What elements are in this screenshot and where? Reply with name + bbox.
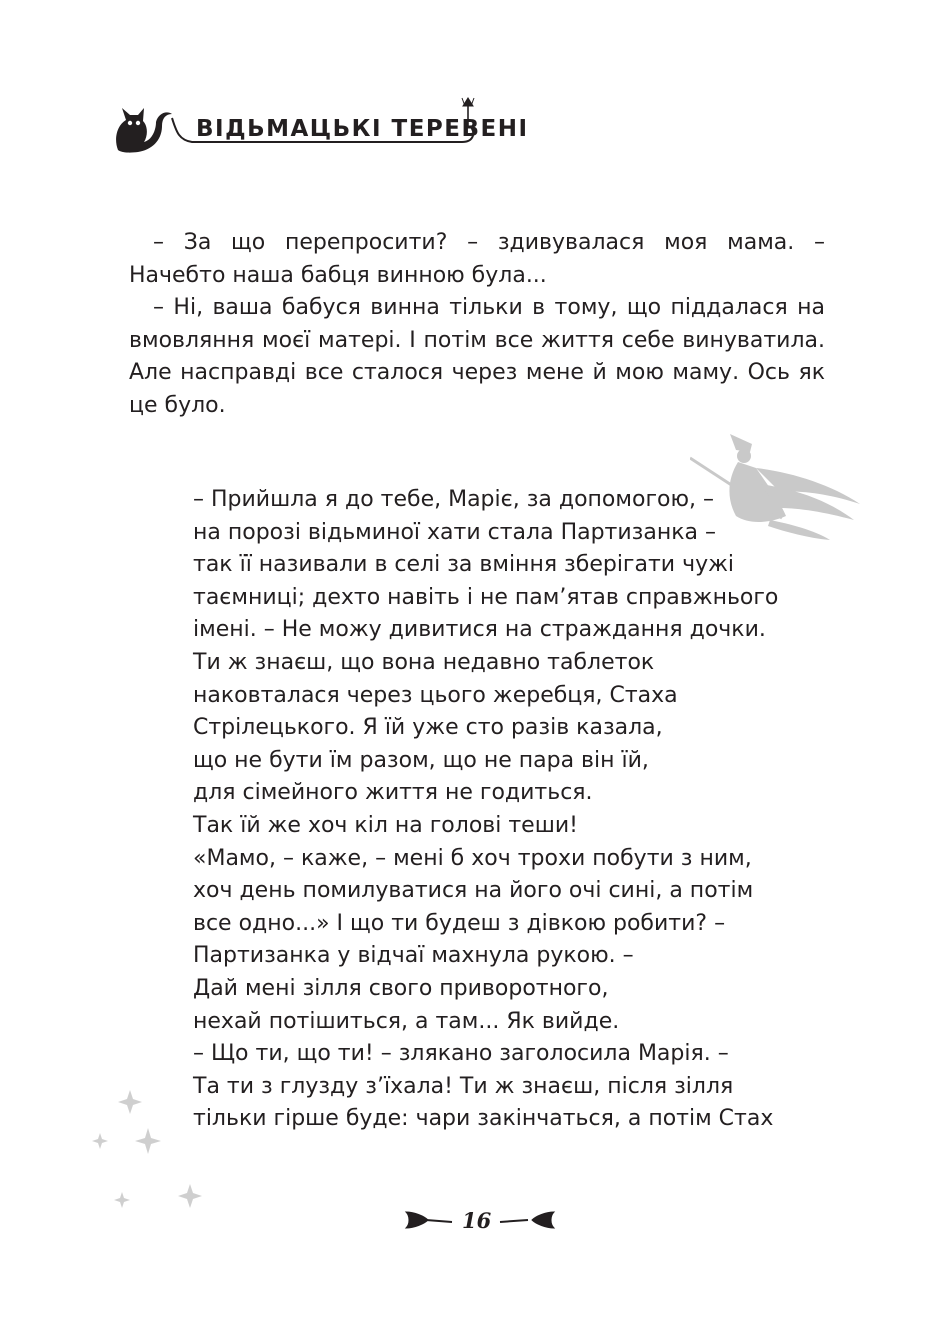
page-number: 16: [462, 1208, 492, 1233]
story-line: Дай мені зілля свого приворотного,: [193, 975, 609, 1001]
story-line: «Мамо, – каже, – мені б хоч трохи побути з ним,: [193, 845, 752, 871]
story-line: що не бути їм разом, що не пара він їй,: [193, 747, 649, 773]
story-line: Так їй же хоч кіл на голові теши!: [193, 812, 578, 838]
running-header: [112, 96, 529, 160]
story-line: наковталася через цього жеребця, Стаха: [193, 682, 678, 708]
paragraph: – За що перепросити? – здивувалася моя мама. – Начебто наша бабця винною була...: [129, 230, 825, 288]
broom-right-icon: [500, 1212, 554, 1228]
story-text: [193, 484, 793, 1136]
story-line: Партизанка у відчаї махнула рукою. –: [193, 943, 634, 969]
story-line: на порозі відьминої хати стала Партизанка –: [193, 519, 716, 545]
story-line: Та ти з глузду з’їхала! Ти ж знаєш, після зілля: [193, 1073, 734, 1099]
running-title: ВІДЬМАЦЬКІ ТЕРЕВЕНІ: [196, 116, 529, 142]
story-line: для сімейного життя не годиться.: [193, 780, 593, 806]
paragraph: – Ні, ваша бабуся винна тільки в тому, що піддалася на вмовляння моєї матері. І потім все життя себе винуватила. Але насправді все сталося через мене й мою маму. Ось як це було.: [129, 295, 825, 418]
story-line: все одно...» І що ти будеш з дівкою робити? –: [193, 910, 726, 936]
story-line: тільки гірше буде: чари закінчаться, а потім Стах: [193, 1106, 774, 1132]
story-line: Ти ж знаєш, що вона недавно таблеток: [193, 649, 655, 675]
body-text: [129, 227, 825, 423]
broom-left-icon: [406, 1212, 452, 1228]
page-footer: [400, 1198, 560, 1244]
story-line: нехай потішиться, а там... Як вийде.: [193, 1008, 620, 1034]
story-line: – Прийшла я до тебе, Маріє, за допомогою, –: [193, 487, 714, 512]
story-line: – Що ти, що ти! – злякано заголосила Марія. –: [193, 1041, 729, 1067]
story-line: так її називали в селі за вміння зберігати чужі: [193, 552, 735, 578]
black-cat-icon: [116, 108, 172, 153]
story-line: таємниці; дехто навіть і не пам’ятав справжнього: [193, 584, 779, 610]
story-line: Стрілецького. Я їй уже сто разів казала,: [193, 715, 663, 741]
sparkle-stars-icon: [80, 1080, 220, 1220]
story-line: імені. – Не можу дивитися на страждання дочки.: [193, 617, 766, 643]
story-line: хоч день помилуватися на його очі сині, а потім: [193, 878, 754, 904]
